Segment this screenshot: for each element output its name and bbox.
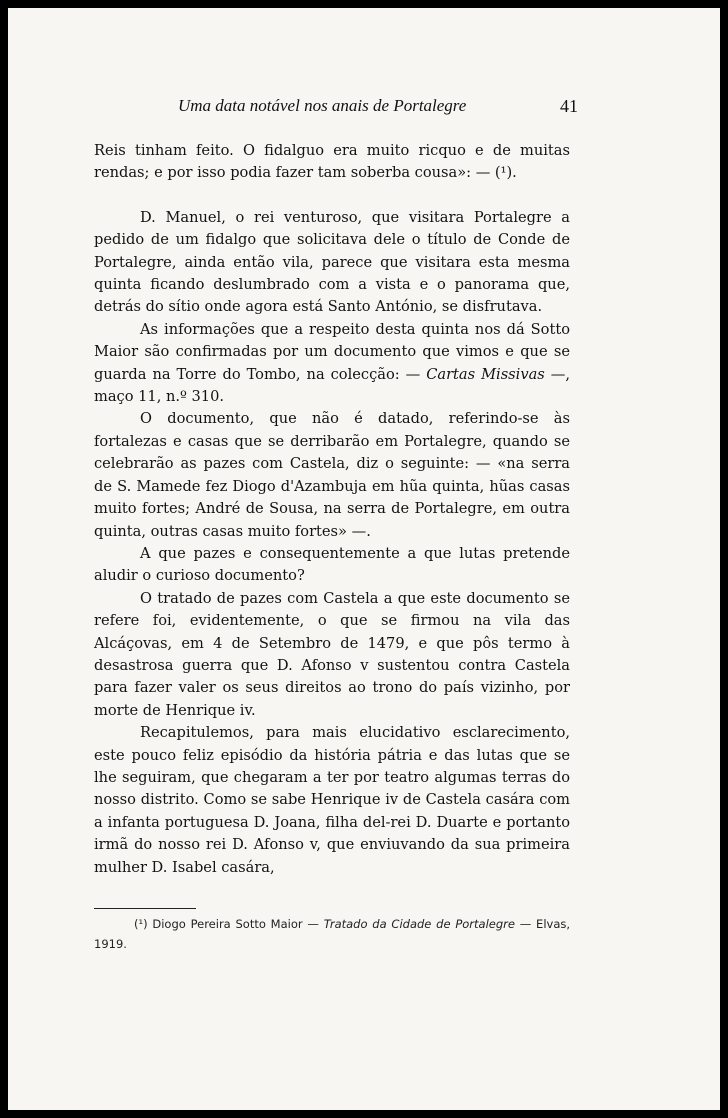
paragraph-3-end: —, maço 11, n.º 310. [94, 365, 570, 406]
running-header [178, 96, 578, 120]
page-number: 41 [560, 96, 578, 116]
paragraph-3-start: As informações que a respeito desta quinta nos dá Sotto Maior são confirmadas por um documento que vimos e que se guarda na Torre do Tombo, na colecção: — [94, 320, 570, 383]
book-page [8, 8, 720, 1110]
paragraph-6: O tratado de pazes com Castela a que este documento se refere foi, evidentemente, o que se firmou na vila das Alcáçovas, em 4 de Setembro de 1479, e que pôs termo à desastrosa guerra que D. Afonso v sustentou contra Castela para fazer valer os seus direitos ao trono do país vizinho, por morte de Henrique iv. [94, 589, 570, 719]
footnote-work-title: Tratado da Cidade de Portalegre [323, 917, 515, 931]
running-title: Uma data notável nos anais de Portalegre [178, 96, 467, 115]
body-text [94, 140, 570, 879]
paragraph-4: O documento, que não é datado, referindo-se às fortalezas e casas que se derribarão em Portalegre, quando se celebrarão as pazes com Castela, diz o seguinte: — «na serra de S. Mamede fez Diogo d'Azambuja em hũa quinta, hũas casas muito fortes; André de Sousa, na serra de Portalegre, em outra quinta, outras casas muito fortes» —. [94, 410, 570, 540]
footnote-marker: (¹) [134, 917, 148, 931]
paragraph-3 [94, 319, 570, 409]
paragraph-7: Recapitulemos, para mais elucidativo esclarecimento, este pouco feliz episódio da história pátria e das lutas que se lhe seguiram, que chegaram a ter por teatro algumas terras do nosso distrito. Como se sabe Henrique iv de Castela casára com a infanta portuguesa D. Joana, filha del-rei D. Duarte e portanto irmã do nosso rei D. Afonso v, que enviuvando da sua primeira mulher D. Isabel casára, [94, 724, 570, 876]
cartas-missivas-title: Cartas Missivas [426, 365, 545, 383]
paragraph-5: A que pazes e consequentemente a que lutas pretende aludir o curioso documento? [94, 544, 570, 585]
footnote-divider [94, 908, 196, 909]
footnote-author: Diogo Pereira Sotto Maior — [147, 917, 324, 931]
paragraph-2: D. Manuel, o rei venturoso, que visitara Portalegre a pedido de um fidalgo que solicitava dele o título de Conde de Portalegre, ainda então vila, parece que visitara esta mesma quinta ficando deslumbrado com a vista e o panorama que, detrás do sítio onde agora está Santo António, se disfrutava. [94, 208, 570, 316]
footnote-publication: — Elvas, 1919. [94, 917, 571, 951]
footnote [94, 914, 570, 954]
paragraph-1: Reis tinham feito. O fidalguo era muito ricquo e de muitas rendas; e por isso podia fazer tam soberba cousa»: — (¹). [94, 142, 570, 182]
